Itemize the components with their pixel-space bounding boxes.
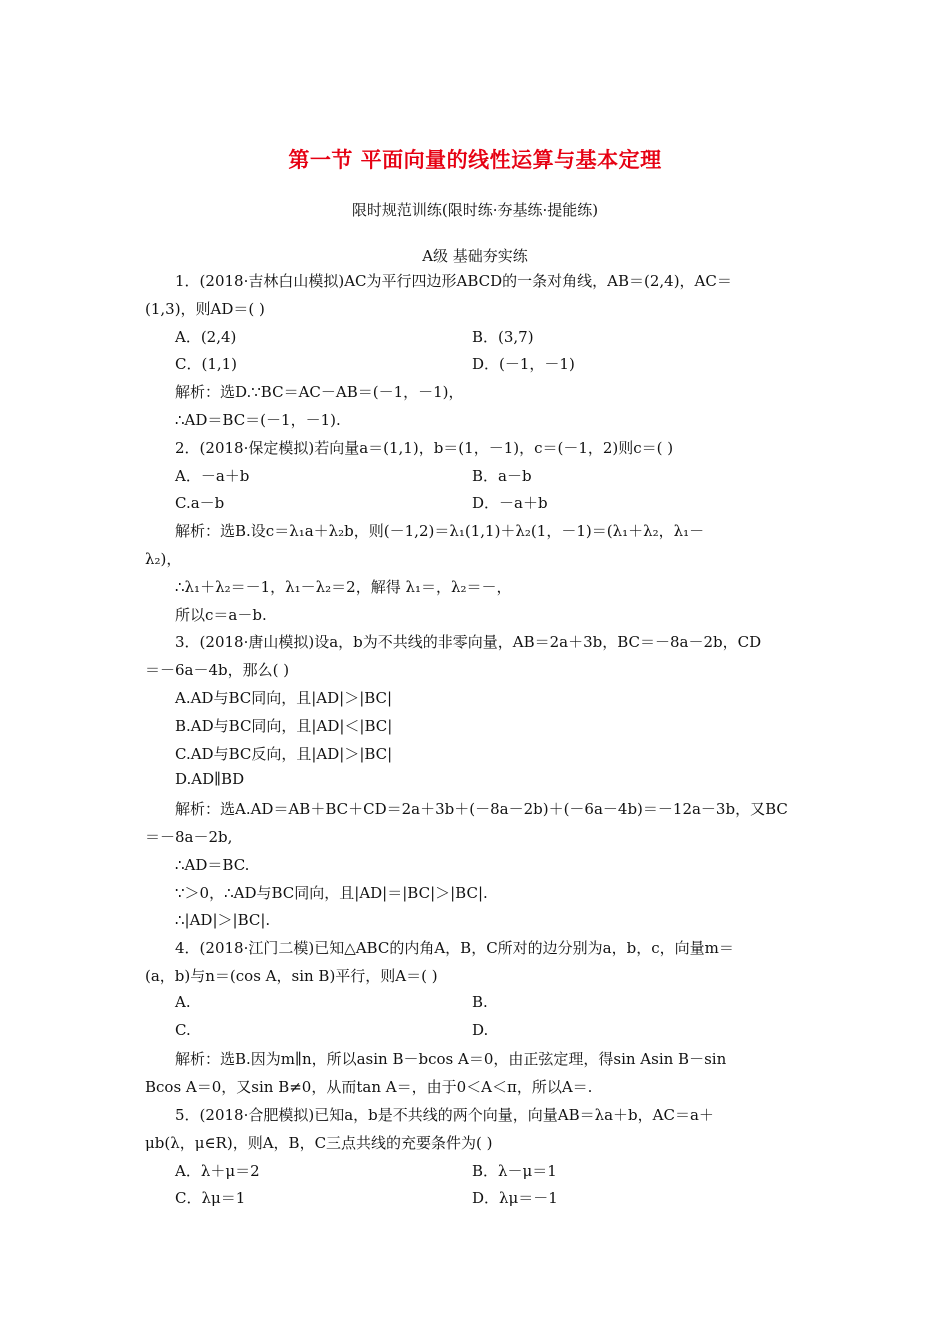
text-line [175,798,788,819]
line-text: 5．(2018·合肥模拟)已知a，b是不共线的两个向量，向量AB＝λa＋b，AC＝a＋ [175,1106,714,1124]
line-text: C．λμ＝1 [175,1189,246,1208]
text-line [175,770,244,788]
text-line [145,298,265,319]
line-text: C.a－b [175,494,225,513]
line-text: ∵＞0，∴AD与BC同向，且|AD|＝|BC|＞|BC|. [175,883,488,902]
text-line [145,1132,493,1153]
text-line [175,437,673,458]
text-line [175,631,761,652]
text-line [175,1160,557,1181]
text-line [175,1104,714,1125]
line-text: ∴AD＝BC. [175,855,250,874]
line-text: A.AD与BC同向，且|AD|＞|BC| [175,689,393,707]
line-text: 解析：选D.∵BC＝AC－AB＝(－1，－1)， [175,383,464,402]
text-line [145,826,232,847]
line-text: B.AD与BC同向，且|AD|＜|BC| [175,716,393,735]
text-line [175,381,464,402]
line-text: (a，b)与n＝(cos A，sin B)平行，则A＝( ) [145,967,438,985]
option-right: B．a－b [472,466,532,485]
line-text: 4．(2018·江门二模)已知△ABC的内角A，B，C所对的边分别为a，b，c，向量m＝ [175,939,734,958]
text-line [175,1020,489,1039]
text-line [175,409,341,430]
text-line [175,492,548,513]
text-line [175,909,270,930]
text-line [175,520,704,541]
text-line [145,965,438,986]
line-text: A. [175,992,191,1011]
line-text: 解析：选A.AD＝AB＋BC＋CD＝2a＋3b＋(－8a－2b)＋(－6a－4b)＝－12a－3b，又BC [175,800,788,819]
line-text: 解析：选B.因为m∥n，所以asin B－bcos A＝0，由正弦定理，得sin Asin B－sin [175,1050,727,1069]
section-heading: A级 基础夯实练 [422,247,528,265]
text-line [175,687,392,708]
line-text: ＝－8a－2b, [145,828,233,846]
line-text: A．(2,4) [175,327,237,346]
line-text: ∴AD＝BC＝(－1，－1). [175,411,341,429]
line-text: ＝－6a－4b，那么( ) [145,661,290,680]
option-right: D．(－1，－1) [472,355,575,374]
text-line [145,659,289,680]
line-text: 所以c＝a－b. [175,605,267,624]
option-right: B．(3,7) [472,327,534,346]
line-text: ∴λ₁＋λ₂＝－1，λ₁－λ₂＝2，解得 λ₁＝，λ₂＝－， [175,577,512,596]
option-right: D. [472,1020,489,1039]
line-text: Bcos A＝0，又sin B≠0，从而tan A＝，由于0＜A＜π，所以A＝. [145,1078,593,1097]
option-right: D．λμ＝－1 [472,1189,558,1208]
text-line [175,992,488,1011]
line-text: A．－a＋b [175,466,250,485]
text-line [175,353,575,374]
text-line [175,604,267,625]
line-text: 3．(2018·唐山模拟)设a，b为不共线的非零向量，AB＝2a＋3b，BC＝－8a－2b，CD [175,633,762,652]
text-line [175,1187,558,1208]
option-right: B．λ－μ＝1 [472,1161,557,1180]
line-text: C．(1,1) [175,355,238,374]
line-text: C.AD与BC反向，且|AD|＞|BC| [175,744,393,763]
text-line [175,854,249,875]
option-right: B. [472,992,488,1011]
line-text: A．λ＋μ＝2 [175,1161,260,1180]
line-text: λ₂)， [145,550,182,568]
line-text: (1,3)，则AD＝( ) [145,299,265,318]
line-text: ∴|AD|＞|BC|. [175,911,271,930]
text-line [145,1076,592,1097]
text-line [175,576,512,597]
page-title: 第一节 平面向量的线性运算与基本定理 [288,147,662,172]
text-line [175,326,534,347]
text-line [175,882,488,903]
text-line [175,743,392,764]
line-text: 1．(2018·吉林白山模拟)AC为平行四边形ABCD的一条对角线，AB＝(2,4)，AC＝ [175,272,732,290]
line-text: C. [175,1020,191,1039]
text-line [175,715,392,736]
line-text: 解析：选B.设c＝λ₁a＋λ₂b，则(－1,2)＝λ₁(1,1)＋λ₂(1，－1)＝(λ₁＋λ₂，λ₁－ [175,522,705,541]
option-right: D．－a＋b [472,494,548,513]
line-text: μb(λ，μ∈R)，则A，B，C三点共线的充要条件为( ) [145,1133,493,1152]
text-line [145,548,181,569]
text-line [175,937,734,958]
text-line [175,465,532,486]
text-line [175,1048,726,1069]
line-text: 2．(2018·保定模拟)若向量a＝(1,1)，b＝(1，－1)，c＝(－1，2)则c＝( ) [175,438,674,457]
text-line [175,270,732,291]
line-text: D.AD∥BD [175,770,245,789]
page-subtitle: 限时规范训练(限时练·夯基练·提能练) [351,201,599,219]
